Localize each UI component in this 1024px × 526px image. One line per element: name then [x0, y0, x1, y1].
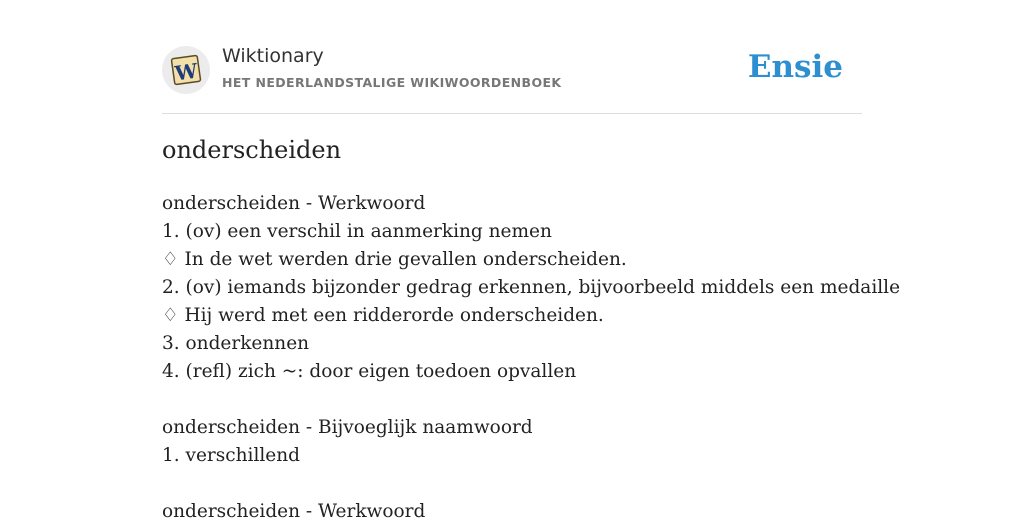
definition-line: 3. onderkennen: [162, 333, 310, 354]
example-line: ♢ In de wet werden drie gevallen onderscheiden.: [162, 249, 627, 270]
entry-heading: onderscheiden - Bijvoeglijk naamwoord: [162, 417, 533, 438]
definition-content: [162, 190, 901, 526]
site-tagline: HET NEDERLANDSTALIGE WIKIWOORDENBOEK: [222, 75, 562, 90]
definition-line: 1. (ov) een verschil in aanmerking nemen: [162, 221, 552, 242]
definition-line: 2. (ov) iemands bijzonder gedrag erkennen, bijvoorbeeld middels een medaille: [162, 277, 901, 298]
entry-heading: onderscheiden - Werkwoord: [162, 193, 426, 214]
entry-block: [162, 414, 862, 470]
page-title: onderscheiden: [162, 136, 342, 164]
entry-spacer: [162, 386, 862, 414]
svg-text:W: W: [173, 58, 200, 86]
site-name[interactable]: Wiktionary: [222, 45, 324, 67]
example-line: ♢ Hij werd met een ridderorde onderscheiden.: [162, 305, 604, 326]
entry-block: [162, 190, 901, 386]
entry-heading: onderscheiden - Werkwoord: [162, 501, 426, 522]
definition-line: 1. verschillend: [162, 445, 301, 466]
page: [162, 0, 901, 522]
definition-line: 4. (refl) zich ~: door eigen toedoen opvallen: [162, 361, 577, 382]
site-header: [162, 0, 862, 114]
entry-spacer: [162, 470, 862, 498]
entry-block: [162, 498, 862, 526]
ensie-brand-link[interactable]: Ensie: [747, 49, 843, 85]
wiktionary-logo-icon[interactable]: [162, 46, 210, 94]
